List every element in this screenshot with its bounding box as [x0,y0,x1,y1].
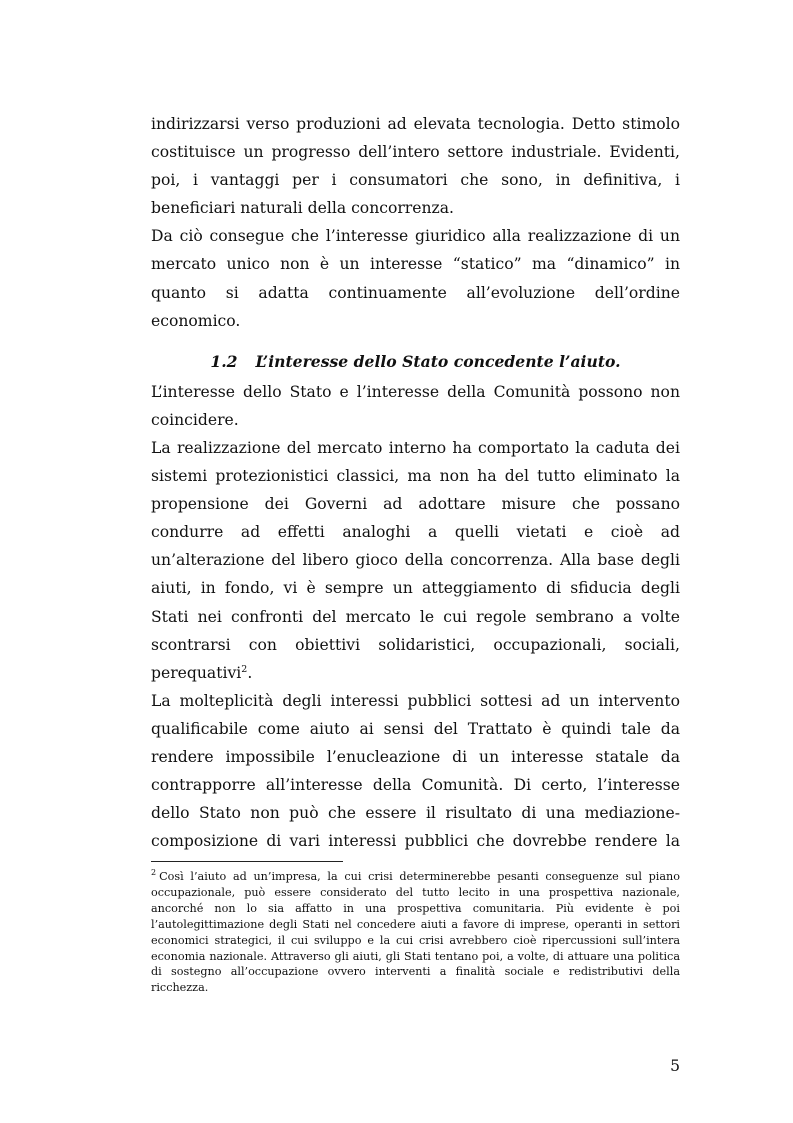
paragraph-5: La molteplicità degli interessi pubblici sottesi ad un intervento qualificabile come aiuto ai sensi del Trattato è quindi tale da rendere impossibile l’enucleazione di un interesse statale da contrapporre all’interesse della Comunità. Di certo, l’interesse dello Stato non può che essere il risultato di una mediazione-composizione di vari interessi pubblici che dovrebbe rendere la [151,691,680,851]
paragraph-4-end: . [247,663,253,682]
page-number: 5 [670,1057,680,1075]
section-title: L’interesse dello Stato concedente l’aiuto. [255,351,621,371]
paragraph-4-text: La realizzazione del mercato interno ha comportato la caduta dei sistemi protezionistici classici, ma non ha del tutto eliminato la propensione dei Governi ad adottare misure che possano condurre ad effetti analoghi a quelli vietati e cioè ad un’alterazione del libero gioco della concorrenza. Alla base degli aiuti, in fondo, vi è sempre un atteggiamento di sfiducia degli Stati nei confronti del mercato le cui regole sembrano a volte scontrarsi con obiettivi solidaristici, occupazionali, sociali, perequativi [151,438,680,682]
paragraph-2: Da ciò consegue che l’interesse giuridico alla realizzazione di un mercato unico non è un interesse “statico” ma “dinamico” in quanto si adatta continuamente all’evoluzione dell’ordine economico. [151,227,680,330]
footnote-separator [151,861,343,862]
footnote-mark: 2 [151,868,157,878]
footnote-text: Così l’aiuto ad un’impresa, la cui crisi determinerebbe pesanti conseguenze sul piano occupazionale, può essere considerato del tutto lecito in una prospettiva nazionale, ancorché non lo sia affatto in una prospettiva comunitaria. Più evidente è poi l’autolegittimazione degli Stati nel concedere aiuti a favore di imprese, operanti in settori economici strategici, il cui sviluppo e la cui crisi avrebbero cioè ripercussioni sull’intera economia nazionale. Attraverso gli aiuti, gli Stati tentano poi, a volte, di attuare una politica di sostegno all’occupazione ovvero interventi a finalità sociale e redistributivi della ricchezza. [151,870,680,995]
footnote [151,869,680,996]
section-heading [151,350,680,374]
section-number: 1.2 [210,351,238,371]
paragraph-1: indirizzarsi verso produzioni ad elevata tecnologia. Detto stimolo costituisce un progresso dell’intero settore industriale. Evidenti, poi, i vantaggi per i consumatori che sono, in definitiva, i beneficiari naturali della concorrenza. [151,115,680,218]
paragraph-3: L’interesse dello Stato e l’interesse della Comunità possono non coincidere. [151,382,680,429]
body-text [151,110,680,855]
paragraph-4 [151,434,680,687]
footnote-reference[interactable]: 2 [241,663,248,675]
